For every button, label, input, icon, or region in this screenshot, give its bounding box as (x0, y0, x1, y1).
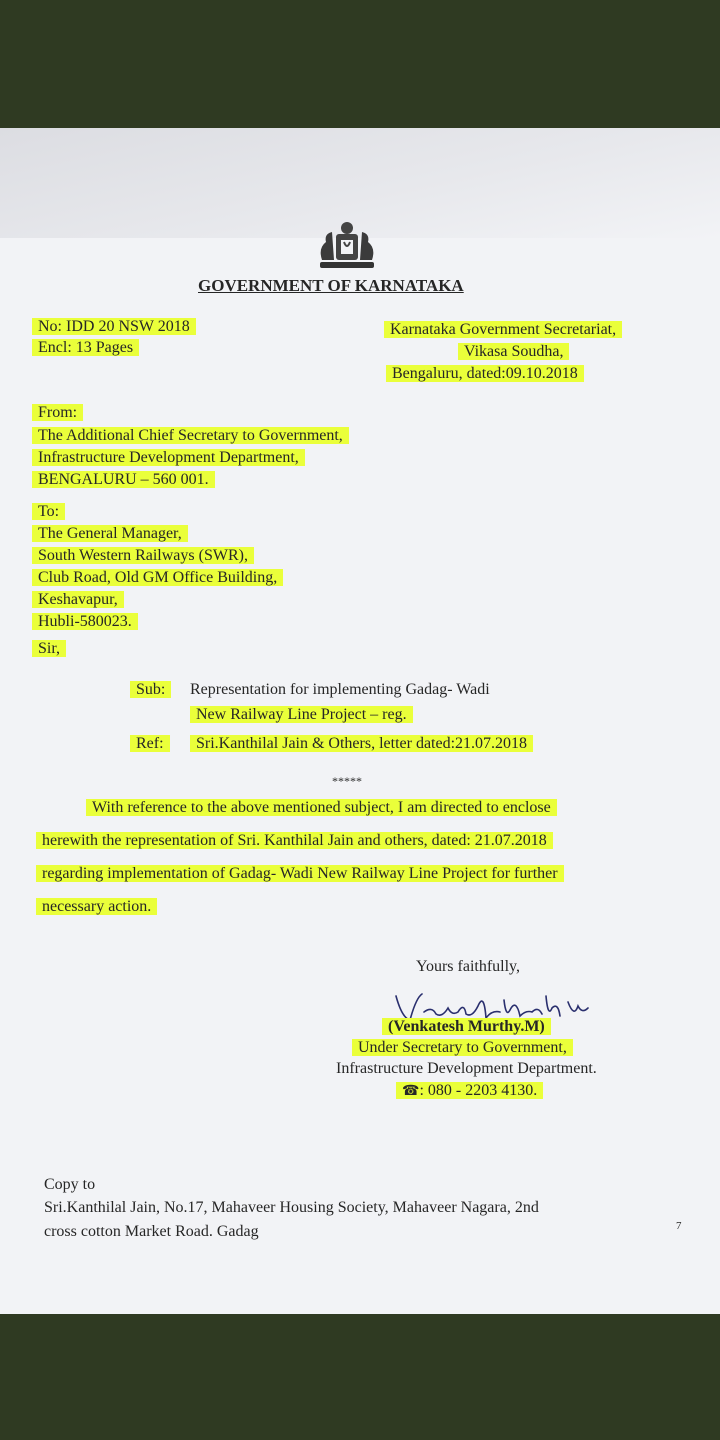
signatory-phone (396, 1081, 543, 1102)
from-line-text: The Additional Chief Secretary to Government, (32, 427, 349, 444)
body-line-text: regarding implementation of Gadag- Wadi New Railway Line Project for further (36, 865, 564, 882)
body-line-text: With reference to the above mentioned subject, I am directed to enclose (86, 799, 557, 816)
separator: ***** (332, 774, 362, 788)
from-label-text: From: (32, 404, 83, 421)
office-line2-text: Vikasa Soudha, (458, 343, 569, 360)
salutation-text: Sir, (32, 640, 66, 657)
reference-text-value: Sri.Kanthilal Jain & Others, letter dated:21.07.2018 (190, 735, 533, 752)
signatory-title-text: Under Secretary to Government, (352, 1039, 573, 1056)
copy-label: Copy to (44, 1176, 96, 1193)
copy-line2: cross cotton Market Road. Gadag (44, 1223, 259, 1240)
body-line-text: necessary action. (36, 898, 157, 915)
to-label-text: To: (32, 503, 65, 520)
office-date-text: Bengaluru, dated:09.10.2018 (386, 365, 584, 382)
copy-line1: Sri.Kanthilal Jain, No.17, Mahaveer Housing Society, Mahaveer Nagara, 2nd (44, 1199, 539, 1216)
office-address-line1 (384, 320, 622, 340)
top-background (0, 0, 720, 128)
to-line (32, 612, 138, 632)
to-line-text: Club Road, Old GM Office Building, (32, 569, 283, 586)
office-address-date (386, 364, 584, 384)
closing: Yours faithfully, (416, 958, 521, 975)
to-line-text: Keshavapur, (32, 591, 124, 608)
from-line (32, 470, 215, 490)
body-line (36, 864, 564, 884)
office-line1-text: Karnataka Government Secretariat, (384, 321, 622, 338)
body-line (36, 897, 157, 917)
signatory-name (382, 1017, 551, 1037)
body-line (36, 831, 553, 851)
body-line (86, 798, 557, 818)
phone-number: : 080 - 2203 4130. (419, 1082, 538, 1099)
from-line-text: BENGALURU – 560 001. (32, 471, 215, 488)
body-line-text: herewith the representation of Sri. Kanthilal Jain and others, dated: 21.07.2018 (36, 832, 553, 849)
to-line (32, 546, 254, 566)
bottom-background (0, 1314, 720, 1440)
karnataka-emblem-icon (314, 220, 380, 272)
to-line-text: The General Manager, (32, 525, 188, 542)
office-address-line2 (458, 342, 569, 362)
from-line (32, 448, 305, 468)
to-line (32, 568, 283, 588)
to-line (32, 524, 188, 544)
reference-label: Ref: (130, 735, 170, 752)
letter-heading: GOVERNMENT OF KARNATAKA (198, 276, 464, 295)
subject-block (130, 680, 171, 700)
letter-page (0, 128, 720, 1314)
reference-number-text: No: IDD 20 NSW 2018 (32, 318, 196, 335)
reference-text (190, 734, 533, 754)
signatory-name-text: (Venkatesh Murthy.M) (382, 1018, 551, 1035)
enclosure-text: Encl: 13 Pages (32, 339, 139, 356)
to-line (32, 590, 124, 610)
page-number: 7 (676, 1220, 682, 1232)
from-line (32, 426, 349, 446)
salutation (32, 639, 66, 659)
enclosure-count (32, 338, 139, 358)
subject-line1: Representation for implementing Gadag- Wadi (190, 681, 490, 698)
subject-label: Sub: (130, 681, 171, 698)
reference-number (32, 317, 196, 337)
to-line-text: South Western Railways (SWR), (32, 547, 254, 564)
from-label (32, 403, 83, 423)
to-label (32, 502, 65, 522)
from-line-text: Infrastructure Development Department, (32, 449, 305, 466)
phone-highlight (396, 1082, 543, 1099)
signatory-title (352, 1038, 573, 1058)
reference-block (130, 734, 170, 754)
subject-line2-text: New Railway Line Project – reg. (190, 706, 413, 723)
subject-line2 (190, 705, 413, 725)
telephone-icon: ☎ (402, 1084, 420, 1099)
signatory-department: Infrastructure Development Department. (336, 1060, 597, 1077)
to-line-text: Hubli-580023. (32, 613, 138, 630)
